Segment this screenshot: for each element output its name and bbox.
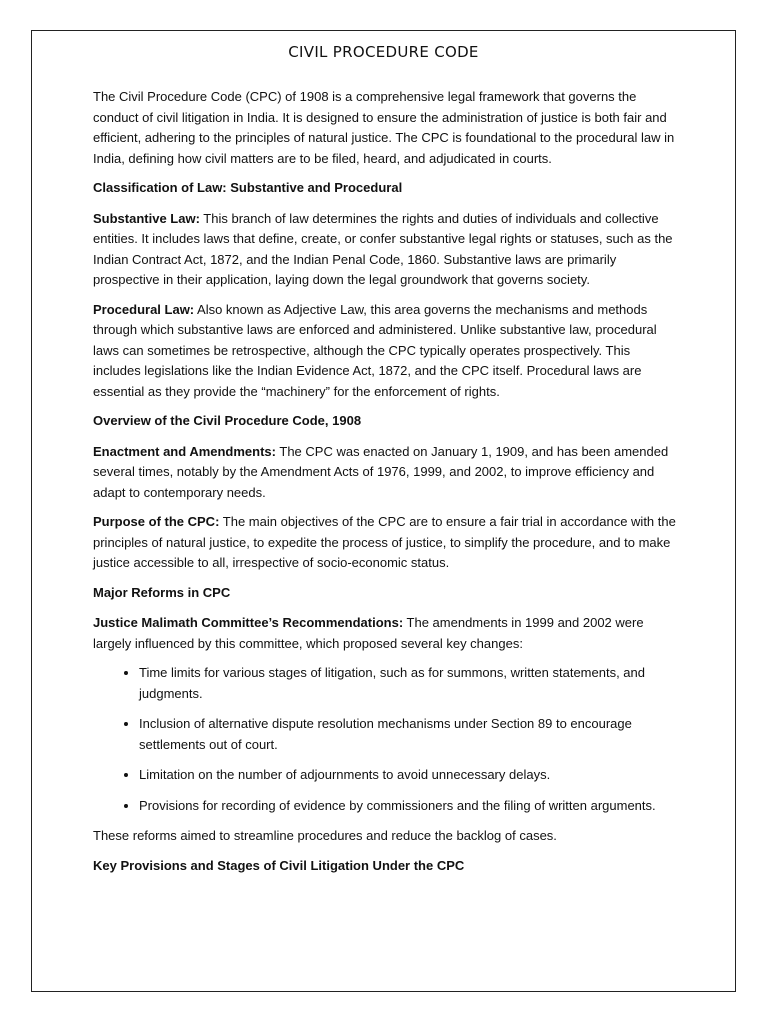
- enactment-label: Enactment and Amendments:: [93, 443, 276, 459]
- procedural-law-label: Procedural Law:: [93, 301, 195, 317]
- substantive-law-paragraph: [93, 209, 679, 291]
- substantive-law-text: This branch of law determines the rights and duties of individuals and collective entities. It includes laws that define, create, or confer substantive legal rights or statuses, such as the Indian Contract Act, 1872, and the Indian Penal Code, 1860. Substantive laws are primarily prospective in their application, laying down the legal groundwork that governs society.: [93, 210, 673, 287]
- key-provisions-heading: Key Provisions and Stages of Civil Litigation Under the CPC: [93, 857, 465, 873]
- list-item: • Inclusion of alternative dispute resolution mechanisms under Section 89 to encourage settlements out of court.: [139, 714, 679, 755]
- document-page: [31, 30, 736, 992]
- intro-paragraph: The Civil Procedure Code (CPC) of 1908 is a comprehensive legal framework that governs the conduct of civil litigation in India. It is designed to ensure the administration of justice is both fair and efficient, adhering to the principles of natural justice. The CPC is foundational to the procedural law in India, defining how civil matters are to be filed, heard, and adjudicated in courts.: [93, 89, 675, 166]
- malimath-paragraph: [93, 613, 679, 654]
- list-item: • Limitation on the number of adjournments to avoid unnecessary delays.: [139, 765, 679, 786]
- list-item: • Time limits for various stages of litigation, such as for summons, written statements, and judgments.: [139, 663, 679, 704]
- list-item: • Provisions for recording of evidence by commissioners and the filing of written arguments.: [139, 796, 679, 817]
- procedural-law-paragraph: [93, 300, 679, 403]
- malimath-text: The amendments in 1999 and 2002 were largely influenced by this committee, which proposed several key changes:: [93, 615, 644, 651]
- purpose-text: The main objectives of the CPC are to ensure a fair trial in accordance with the principles of natural justice, to expedite the process of justice, to simplify the procedure, and to make justice accessible to all, irrespective of socio-economic status.: [93, 514, 676, 570]
- purpose-paragraph: [93, 512, 679, 574]
- reforms-list: [93, 663, 679, 816]
- enactment-paragraph: [93, 442, 679, 504]
- enactment-text: The CPC was enacted on January 1, 1909, and has been amended several times, notably by the Amendment Acts of 1976, 1999, and 2002, to improve efficiency and adapt to contemporary needs.: [93, 443, 669, 500]
- substantive-law-label: Substantive Law:: [93, 210, 200, 226]
- classification-heading: Classification of Law: Substantive and Procedural: [93, 180, 403, 195]
- document-body: [93, 87, 679, 886]
- document-title: CIVIL PROCEDURE CODE: [288, 43, 479, 61]
- reforms-closing-paragraph: These reforms aimed to streamline procedures and reduce the backlog of cases.: [93, 828, 557, 843]
- reforms-heading: Major Reforms in CPC: [93, 584, 231, 600]
- malimath-label: Justice Malimath Committee’s Recommendations:: [93, 615, 404, 630]
- procedural-law-text: Also known as Adjective Law, this area governs the mechanisms and methods through which substantive laws are enforced and administered. Unlike substantive law, procedural laws can sometimes be retrospective, although the CPC typically operates prospectively. This includes legislations like the Indian Evidence Act, 1872, and the CPC itself. Procedural laws are essential as they provide the “machinery” for the enforcement of rights.: [93, 301, 657, 399]
- overview-heading: Overview of the Civil Procedure Code, 1908: [93, 413, 362, 428]
- purpose-label: Purpose of the CPC:: [93, 514, 220, 529]
